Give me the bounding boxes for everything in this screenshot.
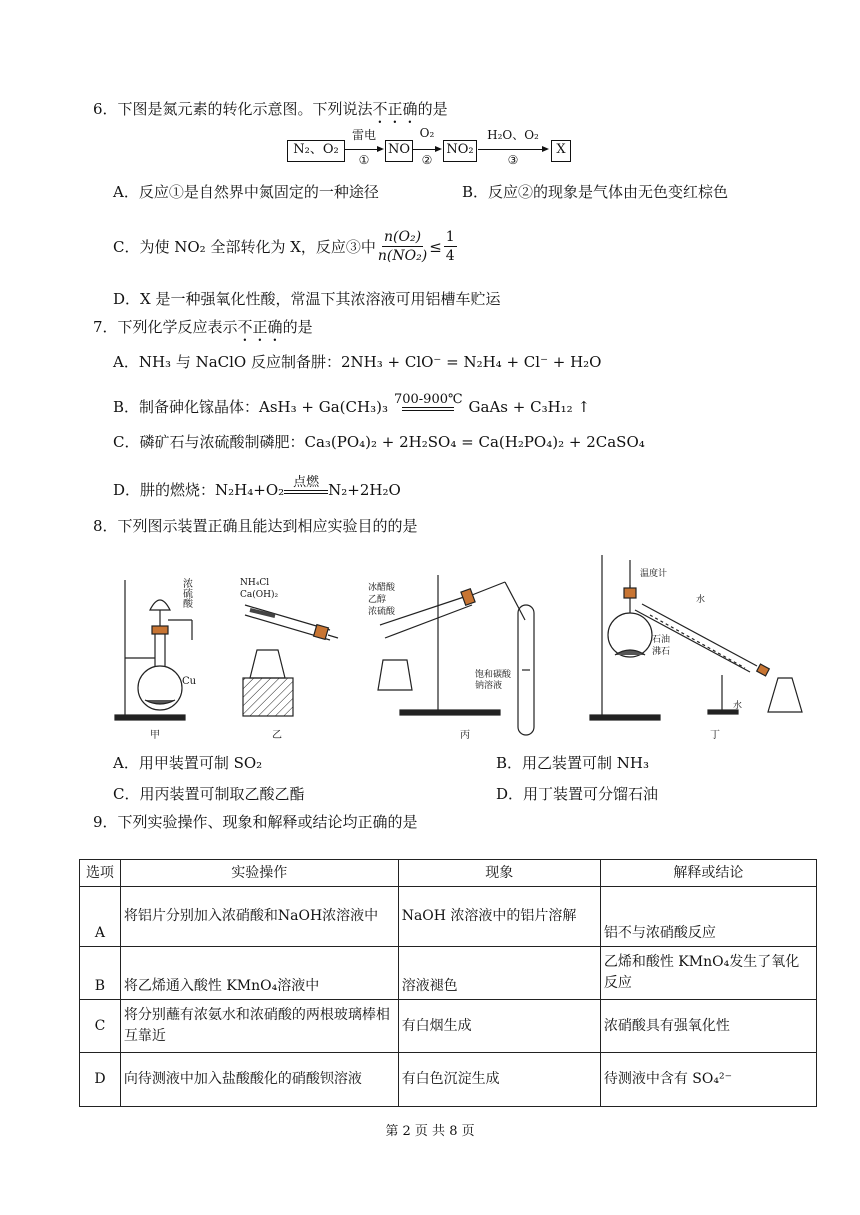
ding-water-out-label: 水 — [733, 701, 743, 711]
flow-arrow1 — [345, 149, 382, 150]
q8-option-b: B．用乙装置可制 NH₃ — [496, 754, 650, 772]
q7-option-d — [113, 475, 401, 500]
row-operation: 将铝片分别加入浓硝酸和NaOH浓溶液中 — [120, 887, 398, 947]
flow-arrow1-top: 雷电 — [351, 128, 376, 142]
q8-apparatus-figure — [110, 550, 820, 740]
q7-option-d-condition — [284, 476, 328, 494]
q8-stem: 8．下列图示装置正确且能达到相应实验目的的是 — [93, 517, 418, 535]
q6-ratio-value-den: 4 — [445, 248, 455, 264]
q6-option-b: B．反应②的现象是气体由无色变红棕色 — [462, 183, 729, 201]
table-row — [80, 1053, 817, 1107]
q7-stem-text: 7．下列化学反应表示 — [93, 318, 238, 336]
apparatus-bing — [378, 575, 534, 735]
table-row — [80, 947, 817, 1000]
flow-box-no: NO — [385, 140, 413, 162]
header-conclusion: 解释或结论 — [600, 860, 816, 887]
row-operation: 将分别蘸有浓氨水和浓硝酸的两根玻璃棒相互靠近 — [120, 1000, 398, 1053]
q7-option-b-condition — [394, 392, 463, 411]
bing-tube-label: 饱和碳酸钠溶液 — [475, 670, 512, 691]
q7-option-b-text: B．制备砷化镓晶体：AsH₃ + Ga(CH₃)₃ — [113, 398, 388, 416]
bing-reagent2-label: 乙醇 — [368, 595, 387, 605]
apparatus-ding — [590, 555, 802, 720]
jia-acid-label: 浓硫酸 — [183, 579, 193, 610]
q8-option-a: A．用甲装置可制 SO₂ — [113, 754, 263, 772]
ding-zeolite-label: 沸石 — [652, 647, 671, 657]
jia-cu-label: Cu — [182, 676, 197, 687]
q6-stem-end: 的是 — [417, 100, 448, 118]
header-option: 选项 — [80, 860, 121, 887]
q6-option-c — [113, 228, 457, 265]
bing-reagent1-label: 冰醋酸 — [368, 583, 396, 593]
q8-option-c: C．用丙装置可制取乙酸乙酯 — [113, 785, 305, 803]
q7-d-equal-sign — [284, 490, 328, 494]
row-conclusion: 浓硝酸具有强氧化性 — [600, 1000, 816, 1053]
q7-stem-end: 的是 — [282, 318, 313, 336]
flow-arrow3-top: H₂O、O₂ — [487, 128, 539, 142]
flow-arrow2-top: O₂ — [419, 126, 435, 140]
q6-stem — [93, 99, 448, 127]
row-conclusion: 铝不与浓硝酸反应 — [600, 887, 816, 947]
flow-arrow3 — [478, 149, 547, 150]
header-operation: 实验操作 — [120, 860, 398, 887]
flow-arrow2 — [413, 149, 440, 150]
q7-option-b-products: GaAs + C₃H₁₂ ↑ — [468, 398, 591, 416]
ding-water-in-label: 水 — [696, 595, 706, 605]
q7-stem — [93, 317, 313, 345]
q9-table — [79, 859, 817, 1107]
q7-stem-emphasis: 不正确 — [237, 318, 283, 336]
flow-box-x: X — [551, 140, 571, 162]
row-phenomenon: 有白色沉淀生成 — [398, 1053, 600, 1107]
flow-arrow2-bottom: ② — [421, 153, 433, 167]
row-conclusion: 乙烯和酸性 KMnO₄发生了氧化反应 — [600, 947, 816, 1000]
apparatus-jia — [115, 580, 192, 720]
row-operation: 向待测液中加入盐酸酸化的硝酸钡溶液 — [120, 1053, 398, 1107]
row-option: A — [80, 887, 121, 947]
table-header-row — [80, 860, 817, 887]
fig-caption-jia: 甲 — [150, 730, 160, 741]
flow-arrow3-bottom: ③ — [507, 153, 519, 167]
q6-stem-emphasis: 不正确 — [372, 100, 418, 118]
page-footer: 第 2 页 共 8 页 — [385, 1124, 475, 1139]
q6-ratio-value — [444, 228, 457, 265]
q7-option-d-products: N₂+2H₂O — [328, 481, 401, 499]
q6-option-d: D．X 是一种强氧化性酸，常温下其浓溶液可用铝槽车贮运 — [113, 290, 501, 308]
row-phenomenon: NaOH 浓溶液中的铝片溶解 — [398, 887, 600, 947]
q6-ratio-denominator: n(NO₂) — [377, 248, 428, 264]
flow-box-no2: NO₂ — [443, 140, 477, 162]
q6-option-a: A．反应①是自然界中氮固定的一种途径 — [113, 183, 379, 201]
fig-caption-ding: 丁 — [710, 730, 720, 741]
yi-reagent1-label: NH₄Cl — [240, 578, 270, 588]
q6-ratio-value-num: 1 — [445, 229, 455, 245]
table-row — [80, 887, 817, 947]
row-option: D — [80, 1053, 121, 1107]
q6-option-c-text: C．为使 NO₂ 全部转化为 X，反应③中 — [113, 237, 376, 256]
q9-stem: 9．下列实验操作、现象和解释或结论均正确的是 — [93, 813, 418, 831]
q7-option-a: A．NH₃ 与 NaClO 反应制备肼：2NH₃ + ClO⁻ = N₂H₄ + Cl⁻ + H₂O — [113, 353, 602, 371]
q7-b-equal-sign — [402, 407, 454, 411]
row-option: C — [80, 1000, 121, 1053]
header-phenomenon: 现象 — [398, 860, 600, 887]
row-phenomenon: 溶液褪色 — [398, 947, 600, 1000]
fig-caption-bing: 丙 — [460, 730, 470, 741]
q6-ratio-numerator: n(O₂) — [384, 229, 422, 245]
q6-ratio-relation: ≤ — [429, 237, 442, 256]
ding-thermometer-label: 温度计 — [640, 569, 668, 579]
q6-option-c-ratio — [378, 228, 427, 265]
q7-b-condition-text: 700-900℃ — [393, 392, 463, 407]
row-option: B — [80, 947, 121, 1000]
row-operation: 将乙烯通入酸性 KMnO₄溶液中 — [120, 947, 398, 1000]
q8-option-d: D．用丁装置可分馏石油 — [496, 785, 659, 803]
row-conclusion: 待测液中含有 SO₄²⁻ — [600, 1053, 816, 1107]
yi-reagent2-label: Ca(OH)₂ — [240, 590, 279, 600]
q7-option-d-text: D．肼的燃烧：N₂H₄+O₂ — [113, 481, 285, 499]
q7-d-condition-text: 点燃 — [293, 475, 320, 490]
fig-caption-yi: 乙 — [272, 730, 282, 741]
q7-option-c: C．磷矿石与浓硫酸制磷肥：Ca₃(PO₄)₂ + 2H₂SO₄ = Ca(H₂PO₄)₂ + 2CaSO₄ — [113, 433, 645, 451]
flow-box-reactants: N₂、O₂ — [287, 140, 345, 162]
row-phenomenon: 有白烟生成 — [398, 1000, 600, 1053]
apparatus-yi — [243, 605, 338, 716]
q6-stem-text: 6．下图是氮元素的转化示意图。下列说法 — [93, 100, 373, 118]
ding-oil-label: 石油 — [652, 635, 671, 645]
bing-reagent3-label: 浓硫酸 — [368, 607, 396, 617]
table-row — [80, 1000, 817, 1053]
q7-option-b — [113, 392, 591, 417]
flow-arrow1-bottom: ① — [358, 153, 370, 167]
